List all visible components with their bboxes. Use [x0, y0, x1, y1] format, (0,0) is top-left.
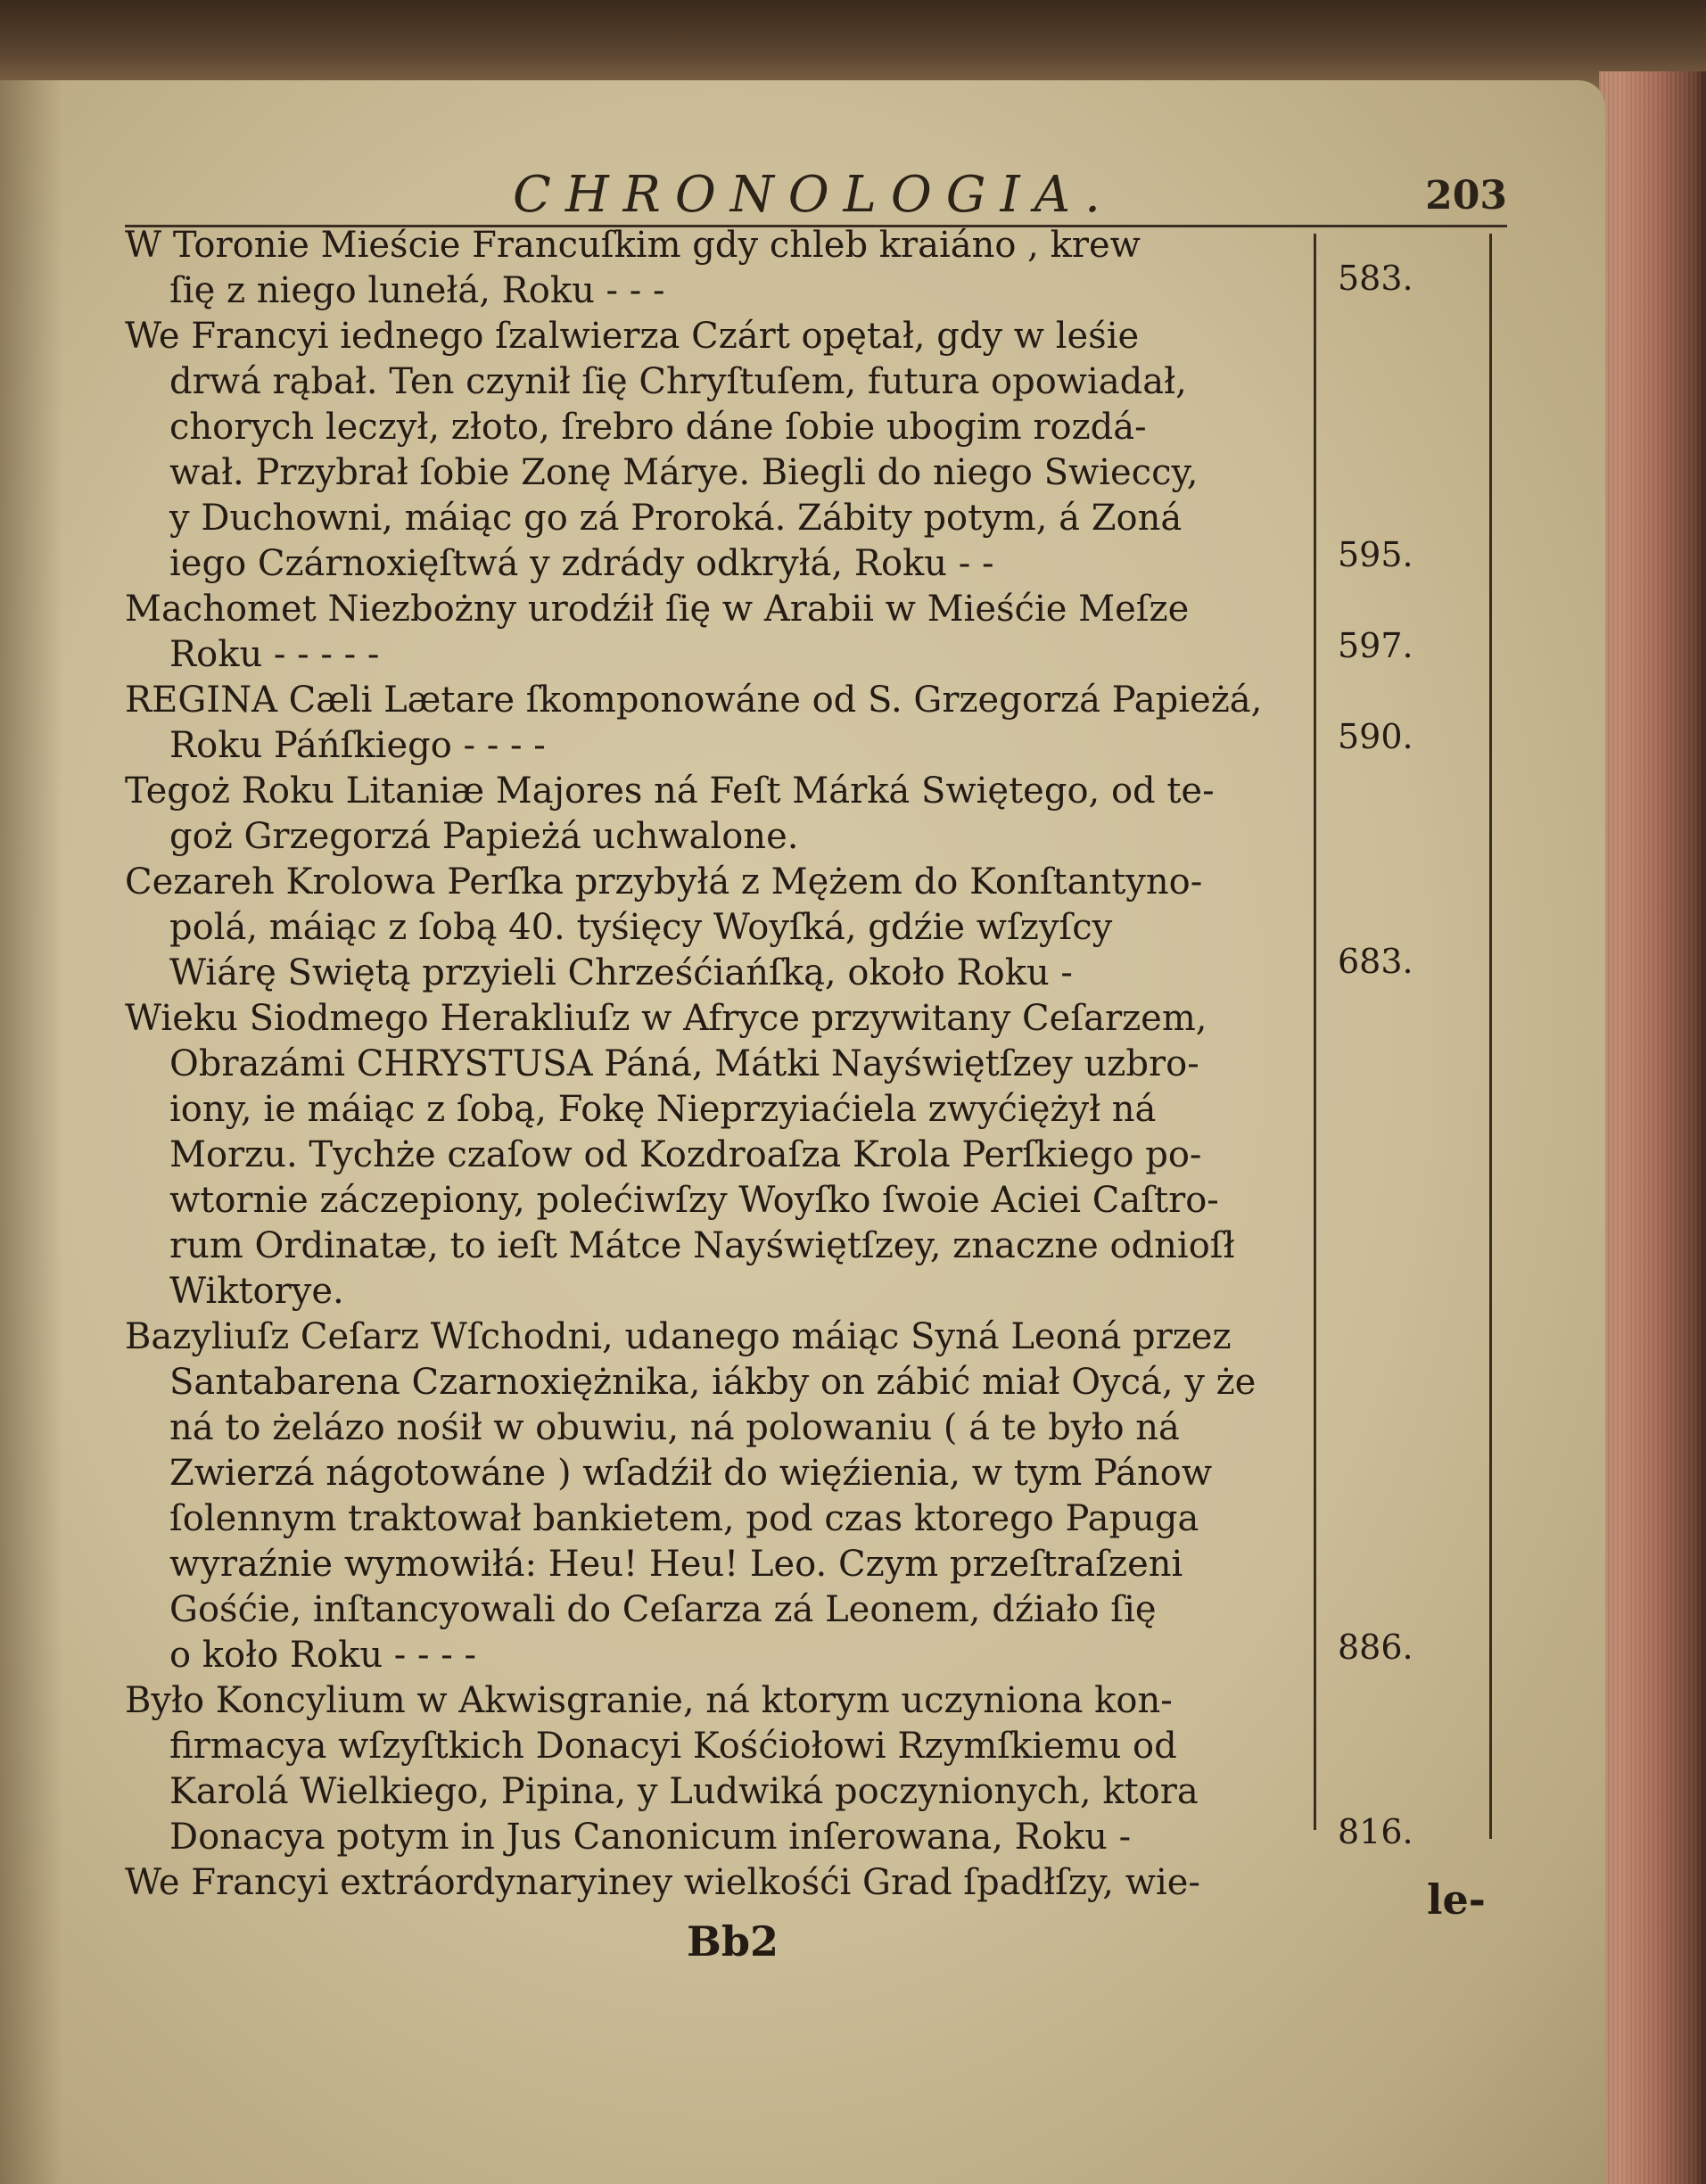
- page-number: 203: [1425, 173, 1507, 218]
- text-line: goż Grzegorzá Papieżá uchwalone.: [169, 816, 799, 857]
- text-line: We Francyi extráordynaryiney wielkośći Grad ſpadłſzy, wie-: [125, 1862, 1200, 1903]
- year-entry: 590.: [1338, 717, 1413, 756]
- text-line: REGINA Cæli Lætare ſkomponowáne od S. Grzegorzá Papieżá,: [125, 680, 1263, 721]
- text-line: iego Czárnoxięſtwá y zdrády odkryłá, Roku - -: [169, 543, 994, 584]
- text-line: Zwierzá nágotowáne ) wſadźił do więźienia, w tym Pánow: [169, 1453, 1213, 1494]
- text-line: wyraźnie wymowiłá: Heu! Heu! Leo. Czym przeſtraſzeni: [169, 1544, 1183, 1585]
- text-line: We Francyi iednego ſzalwierza Czárt opętał, gdy w leśie: [125, 316, 1140, 357]
- text-line: ſię z niego lunełá, Roku - - -: [169, 270, 665, 311]
- text-line: Było Koncylium w Akwisgranie, ná ktorym uczyniona kon-: [125, 1680, 1173, 1721]
- page-edge-texture: [1599, 71, 1706, 2184]
- text-line: y Duchowni, máiąc go zá Proroká. Zábity potym, á Zoná: [169, 498, 1183, 539]
- gutter-shadow: [0, 80, 62, 2184]
- text-line: Santabarena Czarnoxiężnika, iákby on zábić miał Oycá, y że: [169, 1362, 1257, 1403]
- text-line: Cezareh Krolowa Perſka przybyłá z Mężem do Konſtantyno-: [125, 861, 1203, 902]
- text-line: rum Ordinatæ, to ieſt Mátce Nayświętſzey, znaczne odnioſł: [169, 1225, 1235, 1266]
- signature-mark: Bb2: [687, 1917, 779, 1966]
- text-line: ná to żelázo nośił w obuwiu, ná polowaniu ( á te było ná: [169, 1407, 1180, 1448]
- margin-rule-right: [1489, 234, 1492, 1839]
- year-entry: 597.: [1338, 626, 1413, 665]
- text-line: iony, ie máiąc z ſobą, Fokę Nieprzyiaćiela zwyćiężył ná: [169, 1089, 1157, 1130]
- text-line: Roku - - - - -: [169, 634, 380, 675]
- text-line: Obrazámi CHRYSTUSA Páná, Mátki Nayświętſzey uzbro-: [169, 1043, 1199, 1084]
- text-line: wał. Przybrał ſobie Zonę Márye. Biegli do niego Swieccy,: [169, 452, 1199, 493]
- text-line: Karolá Wielkiego, Pipina, y Ludwiká poczynionych, ktora: [169, 1771, 1199, 1812]
- text-line: o koło Roku - - - -: [169, 1635, 477, 1676]
- text-line: Wieku Siodmego Herakliuſz w Afryce przywitany Ceſarzem,: [125, 998, 1207, 1039]
- text-line: Morzu. Tychże czaſow od Kozdroaſza Krola Perſkiego po-: [169, 1134, 1202, 1175]
- text-line: chorych leczył, złoto, ſrebro dáne ſobie ubogim rozdá-: [169, 407, 1147, 448]
- main-text: [125, 223, 1311, 1906]
- text-line: Bazyliuſz Ceſarz Wſchodni, udanego máiąc Syná Leoná przez: [125, 1316, 1232, 1357]
- year-entry: 595.: [1338, 535, 1413, 574]
- year-entry: 886.: [1338, 1628, 1413, 1667]
- text-line: Machomet Niezbożny urodźił ſię w Arabii w Mieśćie Meſze: [125, 589, 1190, 630]
- running-title: CHRONOLOGIA.: [513, 166, 1115, 224]
- text-line: wtornie záczepiony, polećiwſzy Woyſko ſwoie Aciei Caſtro-: [169, 1180, 1219, 1221]
- text-line: Wiárę Swiętą przyieli Chrześćiańſką, około Roku -: [169, 952, 1073, 993]
- text-line: W Toronie Mieście Francuſkim gdy chleb kraiáno , krew: [125, 225, 1141, 266]
- text-line: Gośćie, inſtancyowali do Ceſarza zá Leonem, dźiało ſię: [169, 1589, 1157, 1630]
- text-line: ſolennym traktował bankietem, pod czas ktorego Papuga: [169, 1498, 1199, 1539]
- catchword: le-: [1427, 1875, 1486, 1924]
- year-entry: 816.: [1338, 1812, 1413, 1851]
- text-line: polá, máiąc z ſobą 40. tyśięcy Woyſká, gdźie wſzyſcy: [169, 907, 1113, 948]
- year-entry: 583.: [1338, 259, 1413, 298]
- text-line: firmacya wſzyſtkich Donacyi Kośćiołowi Rzymſkiemu od: [169, 1726, 1177, 1767]
- text-line: Roku Páńſkiego - - - -: [169, 725, 546, 766]
- text-line: Wiktorye.: [169, 1271, 344, 1312]
- margin-rule-left: [1314, 234, 1316, 1830]
- text-line: Donacya potym in Jus Canonicum inſerowana, Roku -: [169, 1817, 1132, 1858]
- text-line: Tegoż Roku Litaniæ Majores ná Feſt Márká Swiętego, od te-: [125, 771, 1215, 812]
- text-line: drwá rąbał. Ten czynił ſię Chryſtuſem, futura opowiadał,: [169, 361, 1187, 402]
- year-entry: 683.: [1338, 942, 1413, 981]
